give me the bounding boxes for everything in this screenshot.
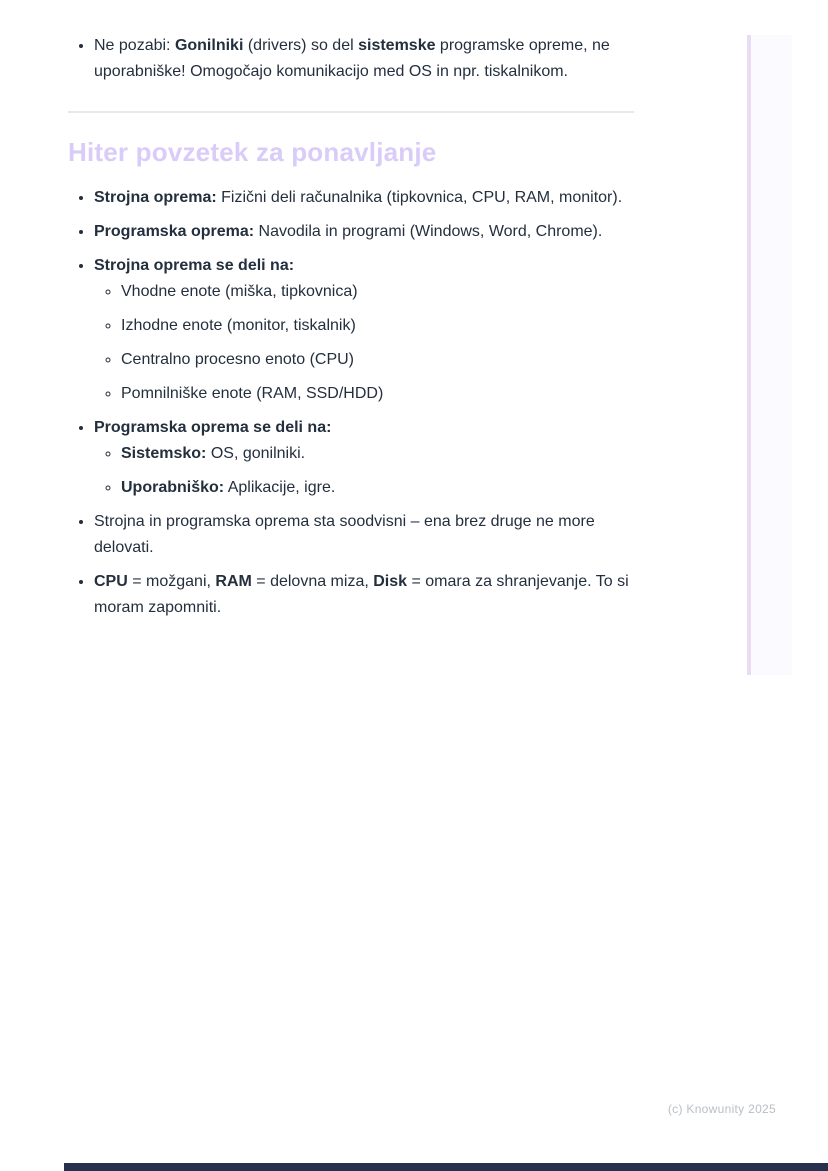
text-run-bold: RAM <box>215 573 252 590</box>
text-run-bold: sistemske <box>358 37 436 54</box>
text-run: programske opreme, ne uporabniške! Omogočajo komunikacijo med OS in npr. tiskalnikom. <box>94 37 610 80</box>
text-run: Centralno procesno enoto (CPU) <box>121 351 355 368</box>
text-run-bold: Gonilniki <box>174 37 244 54</box>
text-run: OS, gonilniki. <box>206 445 306 462</box>
list-item <box>94 415 643 501</box>
document-content <box>68 33 643 629</box>
sub-list-item <box>121 475 643 501</box>
summary-list <box>68 185 643 621</box>
section-heading: Hiter povzetek za ponavljanje <box>68 137 437 167</box>
text-run: Pomnilniške enote (RAM, SSD/HDD) <box>121 385 384 402</box>
text-run: (drivers) so del <box>243 37 359 54</box>
list-item <box>94 185 643 211</box>
text-run: Izhodne enote (monitor, tiskalnik) <box>121 317 356 334</box>
text-run-bold: CPU <box>94 573 128 590</box>
list-item <box>94 219 643 245</box>
sub-list-item <box>121 381 643 407</box>
page-edge-panel <box>751 35 792 675</box>
text-run-bold: Disk <box>373 573 408 590</box>
text-run: Strojna in programska oprema sta soodvisni – ena brez druge ne more delovati. <box>94 513 595 556</box>
list-item <box>94 253 643 407</box>
text-run: Fizični deli računalnika (tipkovnica, CPU, RAM, monitor). <box>216 189 623 206</box>
next-page-edge-bar <box>64 1163 828 1171</box>
sub-list-item <box>121 279 643 305</box>
sub-list-item <box>121 313 643 339</box>
text-run: = možgani, <box>127 573 216 590</box>
text-run-bold: Sistemsko: <box>121 445 207 462</box>
footer-credit: (c) Knowunity 2025 <box>667 1102 776 1116</box>
note-item <box>94 33 643 85</box>
text-run-bold: Programska oprema: <box>94 223 255 240</box>
page-edge-strip <box>747 35 792 675</box>
sub-list-item <box>121 347 643 373</box>
text-run: Ne pozabi: <box>94 37 175 54</box>
text-run-bold: Strojna oprema se deli na: <box>94 257 295 274</box>
sub-list-item <box>121 441 643 467</box>
text-run-bold: Uporabniško: <box>121 479 225 496</box>
list-item <box>94 509 643 561</box>
text-run: Navodila in programi (Windows, Word, Chrome). <box>254 223 603 240</box>
sub-list <box>94 441 643 501</box>
text-run-bold: Strojna oprema: <box>94 189 217 206</box>
text-run: = delovna miza, <box>251 573 374 590</box>
note-list <box>68 33 643 85</box>
list-item <box>94 569 643 621</box>
text-run: Aplikacije, igre. <box>224 479 336 496</box>
sub-list <box>94 279 643 407</box>
text-run: Vhodne enote (miška, tipkovnica) <box>121 283 358 300</box>
section-divider <box>68 111 634 113</box>
text-run: = omara za shranjevanje. To si moram zapomniti. <box>94 573 629 616</box>
text-run-bold: Programska oprema se deli na: <box>94 419 332 436</box>
